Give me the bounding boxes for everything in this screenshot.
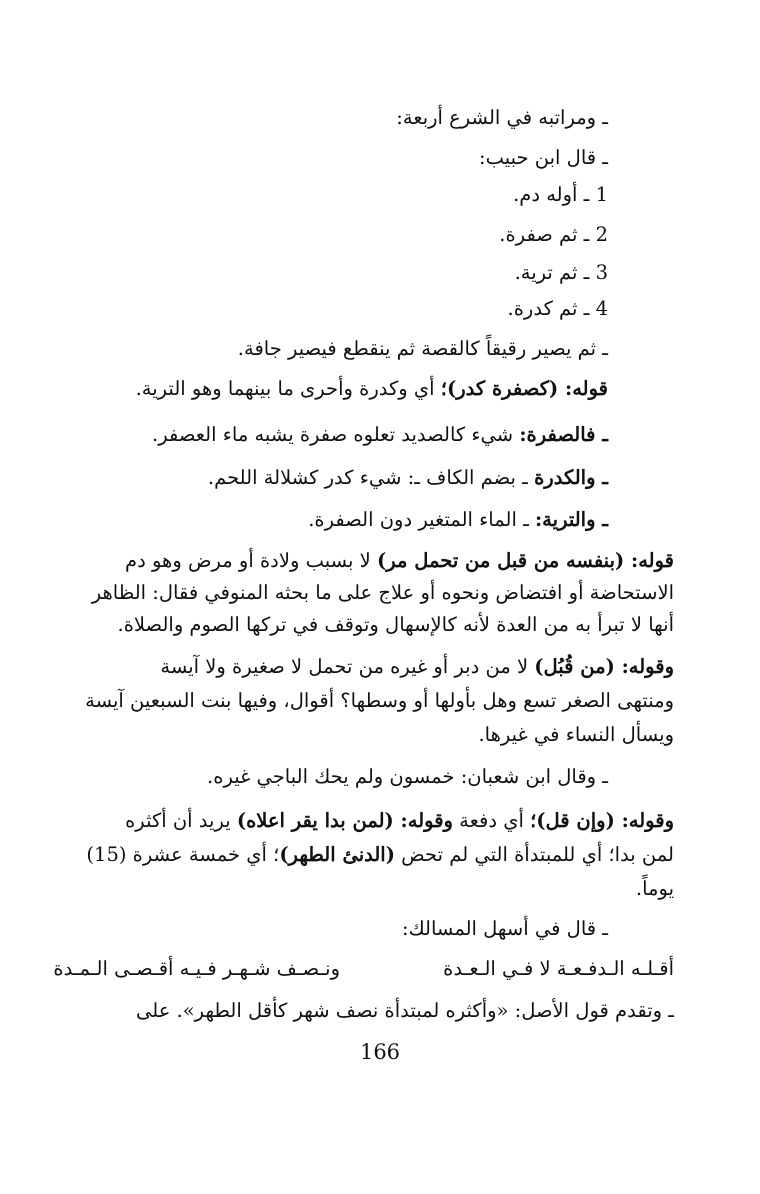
bold-term: وقوله: (لمن بدا يقر اعلاه) — [236, 809, 453, 832]
text-line — [636, 874, 674, 904]
text-line — [478, 720, 674, 750]
line-text: أي دفعة — [452, 809, 531, 832]
text-line — [136, 996, 674, 1026]
text-line — [238, 334, 608, 364]
text-line — [125, 806, 674, 836]
text-line — [152, 420, 608, 450]
line-text: ـ قال في أسهل المسالك: — [402, 917, 608, 940]
line-text: أقـلـه الـدفـعـة لا فـي الـعـدة — [443, 957, 674, 980]
line-text: ؛ أي خمسة عشرة (15) — [86, 843, 280, 866]
line-text: 2 ـ ثم صفرة. — [499, 223, 608, 246]
text-line — [85, 686, 674, 716]
line-text: 4 ـ ثم كدرة. — [507, 297, 608, 320]
line-text: أنها لا تبرأ به من العدة لأنه كالإسهال وتوقف في تركها الصوم والصلاة. — [117, 613, 674, 636]
line-text: ويسأل النساء في غيرها. — [478, 723, 674, 746]
line-text: يوماً. — [635, 877, 674, 900]
bold-term: قوله: (كصفرة كدر)؛ — [440, 377, 608, 400]
list-item — [508, 294, 609, 324]
bold-term: وقوله: (وإن قل)؛ — [530, 809, 674, 832]
text-line — [308, 505, 608, 535]
bold-term: قوله: (بنفسه من قبل من تحمل مر) — [376, 549, 674, 572]
text-line — [118, 610, 675, 640]
text-line — [402, 914, 608, 944]
text-line — [208, 463, 608, 493]
text-line — [479, 143, 608, 173]
line-text: ـ ثم يصير رقيقاً كالقصة ثم ينقطع فيصير جافة. — [237, 337, 608, 360]
page-number: 166 — [359, 1040, 401, 1064]
text-line — [86, 840, 674, 870]
text-line — [396, 103, 608, 133]
line-text: شيء كالصديد تعلوه صفرة يشبه ماء العصفر. — [152, 423, 520, 446]
line-text: ـ ومراتبه في الشرع أربعة: — [396, 106, 608, 129]
line-text: ـ الماء المتغير دون الصفرة. — [308, 508, 535, 531]
list-item — [515, 258, 608, 288]
list-item — [499, 220, 608, 250]
verse-hemistich-right — [443, 954, 674, 984]
bold-term: ـ والكدرة — [534, 466, 608, 489]
line-text: لمن بدا؛ أي للمبتدأة التي لم تحض — [394, 843, 674, 866]
line-text: ومنتهى الصغر تسع وهل بأولها أو وسطها؟ أقوال، وفيها بنت السبعين آيسة — [85, 689, 674, 712]
line-text: ـ قال ابن حبيب: — [479, 146, 608, 169]
line-text: ـ بضم الكاف ـ: شيء كدر كشلالة اللحم. — [207, 466, 535, 489]
line-text: ـ وتقدم قول الأصل: «وأكثره لمبتدأة نصف شهر كأقل الطهر». على — [136, 999, 674, 1022]
verse-hemistich-left — [53, 954, 340, 984]
line-text: ونـصـف شـهـر فـيـه أقـصـى الـمـدة — [53, 957, 340, 980]
text-line — [136, 374, 608, 404]
line-text: ـ وقال ابن شعبان: خمسون ولم يحك الباجي غيره. — [207, 765, 608, 788]
text-line — [125, 546, 674, 576]
text-line — [160, 652, 674, 682]
bold-term: (الدنئ الطهر) — [279, 843, 395, 866]
bold-term: وقوله: (من قُبُل) — [534, 655, 674, 678]
line-text: أي وكدرة وأحرى ما بينهما وهو الترية. — [135, 377, 441, 400]
line-text: لا بسبب ولادة أو مرض وهو دم — [125, 549, 377, 572]
line-text: 1 ـ أوله دم. — [513, 183, 608, 206]
line-text: لا من دبر أو غيره من تحمل لا صغيرة ولا آيسة — [160, 655, 535, 678]
list-item — [513, 180, 608, 210]
bold-term: ـ والترية: — [534, 508, 608, 531]
text-line — [92, 578, 674, 608]
bold-term: ـ فالصفرة: — [519, 423, 608, 446]
line-text: 3 ـ ثم ترية. — [514, 261, 608, 284]
line-text: الاستحاضة أو افتضاض ونحوه أو علاج على ما بحثه المنوفي فقال: الظاهر — [91, 581, 674, 604]
text-line — [207, 762, 608, 792]
line-text: يريد أن أكثره — [125, 809, 237, 832]
